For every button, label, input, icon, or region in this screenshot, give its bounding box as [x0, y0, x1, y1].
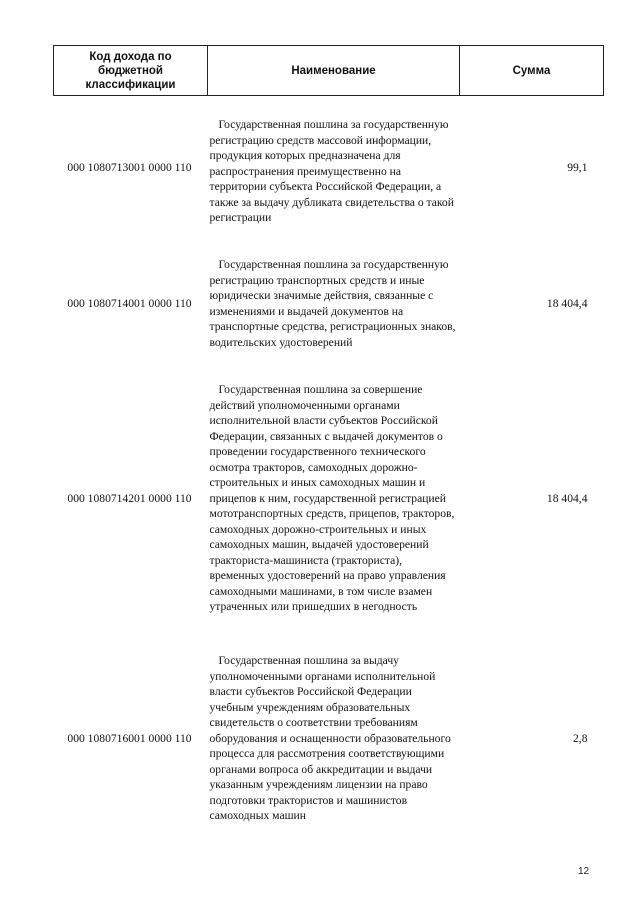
table-row — [54, 239, 604, 368]
header-row — [54, 46, 604, 96]
row-code: 000 1080714201 0000 110 — [67, 491, 192, 505]
table-header — [54, 46, 604, 96]
row-name-text: Государственная пошлина за государственную регистрацию средств массовой информации, продукция которых предназначена для распространения преимущественно на территории субъекта Российской Федерации, а также за выдачу дубликата свидетельства о такой регистрации — [209, 118, 454, 225]
table-row — [54, 368, 604, 629]
page-number: 12 — [578, 866, 590, 877]
revenue-table — [53, 45, 604, 848]
row-code: 000 1080713001 0000 110 — [67, 160, 192, 174]
row-sum: 18 404,4 — [546, 296, 588, 310]
row-name — [208, 629, 460, 848]
row-name — [208, 239, 460, 368]
header-sum: Сумма — [460, 46, 604, 96]
table-body — [54, 96, 604, 849]
row-name-text: Государственная пошлина за совершение действий уполномоченными органами исполнительной власти субъектов Российской Федерации, связанных с выдачей документов о проведении государственного технического осмотра тракторов, самоходных дорожно-строительных и иных самоходных машин и прицепов к ним, государственной регистрацией мототранспортных средств, прицепов, тракторов, самоходных дорожно-строительных и иных самоходных машин, выдачей удостоверений тракториста-машиниста (тракториста), временных удостоверений на право управления самоходными машинами, в том числе взамен утраченных или пришедших в негодность — [209, 383, 455, 614]
row-sum: 18 404,4 — [546, 491, 588, 505]
table-row — [54, 629, 604, 848]
row-name-text: Государственная пошлина за государственную регистрацию транспортных средств и иные юридически значимые действия, связанные с изменениями и выдачей документов на транспортные средства, регистрационных знаков, водительских удостоверений — [209, 258, 456, 349]
row-sum: 99,1 — [567, 160, 588, 174]
row-code: 000 1080716001 0000 110 — [67, 731, 192, 745]
header-name: Наименование — [208, 46, 460, 96]
row-name — [208, 96, 460, 240]
table-row — [54, 96, 604, 240]
row-name — [208, 368, 460, 629]
row-name-text: Государственная пошлина за выдачу уполномоченными органами исполнительной власти субъектов Российской Федерации учебным учреждениям образовательных свидетельств о соответствии требованиям оборудования и оснащенности образовательного процесса для рассмотрения соответствующими органами вопроса об аккредитации и выдачи указанным учреждениям лицензии на право подготовки трактористов и машинистов самоходных машин — [209, 654, 451, 823]
row-code: 000 1080714001 0000 110 — [67, 296, 192, 310]
header-code: Код дохода по бюджетной классификации — [54, 46, 208, 96]
row-sum: 2,8 — [573, 731, 588, 745]
